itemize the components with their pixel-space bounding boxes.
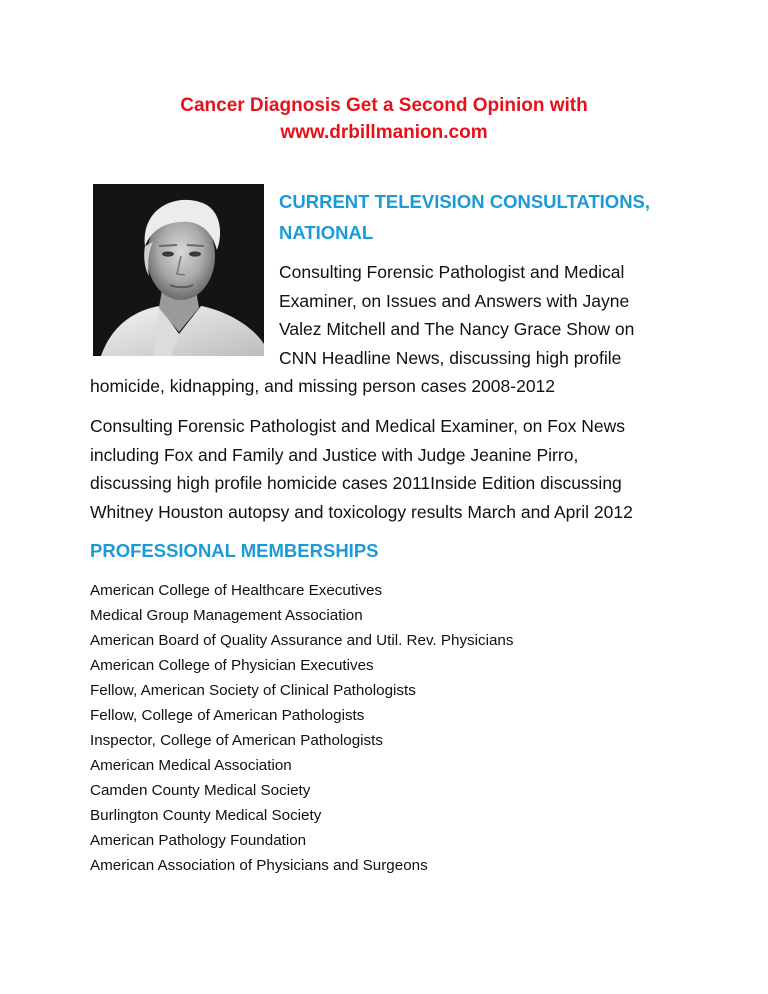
paragraph-line: CNN Headline News, discussing high profile	[279, 347, 622, 368]
tv-paragraph-1-continued: homicide, kidnapping, and missing person cases 2008-2012	[90, 376, 556, 396]
list-item: Medical Group Management Association	[90, 607, 363, 624]
list-item: Burlington County Medical Society	[90, 807, 322, 824]
list-item: American Medical Association	[90, 757, 292, 774]
tv-paragraph-1	[279, 258, 699, 372]
paragraph-line: Examiner, on Issues and Answers with Jayne	[279, 290, 630, 311]
paragraph-line: including Fox and Family and Justice with Judge Jeanine Pirro,	[90, 444, 579, 465]
memberships-list	[90, 578, 513, 878]
paragraph-line: Consulting Forensic Pathologist and Medical Examiner, on Fox News	[90, 416, 625, 436]
tv-consultations-heading	[279, 186, 699, 248]
list-item: American Board of Quality Assurance and Util. Rev. Physicians	[90, 632, 514, 649]
tv-heading-line-1: CURRENT TELEVISION CONSULTATIONS,	[279, 191, 651, 212]
paragraph-line: Valez Mitchell and The Nancy Grace Show on	[279, 319, 635, 339]
list-item: American Association of Physicians and Surgeons	[90, 857, 428, 874]
paragraph-line: Whitney Houston autopsy and toxicology results March and April 2012	[90, 501, 633, 522]
page-title	[0, 92, 768, 146]
tv-paragraph-2	[90, 412, 633, 526]
list-item: Inspector, College of American Pathologists	[90, 732, 383, 749]
paragraph-line: discussing high profile homicide cases 2011Inside Edition discussing	[90, 473, 622, 493]
paragraph-line: Consulting Forensic Pathologist and Medical	[279, 262, 625, 282]
portrait-image	[93, 184, 264, 356]
title-line-2-website: www.drbillmanion.com	[280, 122, 488, 143]
list-item: Camden County Medical Society	[90, 782, 311, 799]
list-item: American Pathology Foundation	[90, 832, 307, 849]
portrait-photo	[93, 184, 264, 356]
professional-memberships-heading: PROFESSIONAL MEMBERSHIPS	[90, 540, 379, 561]
list-item: Fellow, College of American Pathologists	[90, 707, 365, 724]
list-item: Fellow, American Society of Clinical Pathologists	[90, 682, 416, 699]
list-item: American College of Healthcare Executives	[90, 582, 383, 599]
tv-heading-line-2: NATIONAL	[279, 222, 374, 243]
title-line-1: Cancer Diagnosis Get a Second Opinion with	[180, 95, 588, 116]
list-item: American College of Physician Executives	[90, 657, 374, 674]
